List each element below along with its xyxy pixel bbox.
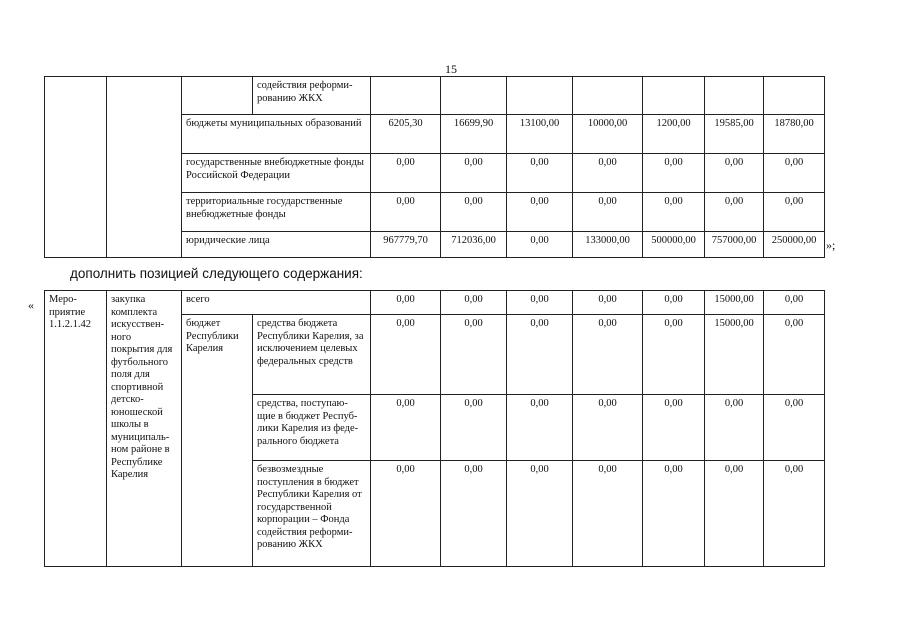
value-cell: 0,00 xyxy=(643,154,705,193)
value-cell: 10000,00 xyxy=(573,115,643,154)
value-cell: 0,00 xyxy=(764,315,825,395)
row-label: бюджеты муниципальных образований xyxy=(182,115,371,154)
value-cell: 0,00 xyxy=(764,193,825,232)
value-cell: 250000,00 xyxy=(764,232,825,258)
value-cell xyxy=(573,77,643,115)
value-cell: 0,00 xyxy=(507,291,573,315)
value-cell: 0,00 xyxy=(764,154,825,193)
value-cell: 0,00 xyxy=(643,193,705,232)
table-row xyxy=(45,77,825,115)
value-cell: 712036,00 xyxy=(441,232,507,258)
value-cell: 0,00 xyxy=(441,154,507,193)
value-cell: 0,00 xyxy=(643,395,705,461)
value-cell xyxy=(371,77,441,115)
value-cell: 0,00 xyxy=(643,461,705,567)
value-cell: 0,00 xyxy=(441,193,507,232)
value-cell: 133000,00 xyxy=(573,232,643,258)
measure-cell: Меро-приятие 1.1.2.1.42 xyxy=(45,291,107,567)
row-label: средства бюджета Республики Карелия, за исключением целевых федеральных средств xyxy=(253,315,371,395)
page-number: 15 xyxy=(445,62,457,76)
value-cell: 13100,00 xyxy=(507,115,573,154)
value-cell: 0,00 xyxy=(441,291,507,315)
value-cell: 0,00 xyxy=(441,315,507,395)
row-label: всего xyxy=(182,291,371,315)
row-label: содействия реформи-рованию ЖКХ xyxy=(253,77,371,115)
value-cell: 1200,00 xyxy=(643,115,705,154)
value-cell: 6205,30 xyxy=(371,115,441,154)
value-cell: 0,00 xyxy=(573,395,643,461)
value-cell: 18780,00 xyxy=(764,115,825,154)
description-cell: закупка комплекта искусствен-ного покрытия для футбольного поля для спортивной детско-юношеской школы в муниципаль-ном районе в Республике Карелия xyxy=(107,291,182,567)
new-position-table xyxy=(44,290,825,567)
value-cell: 0,00 xyxy=(441,395,507,461)
value-cell: 0,00 xyxy=(705,461,764,567)
value-cell: 0,00 xyxy=(371,154,441,193)
value-cell: 0,00 xyxy=(643,315,705,395)
value-cell: 967779,70 xyxy=(371,232,441,258)
value-cell xyxy=(643,77,705,115)
section-heading: дополнить позицией следующего содержания: xyxy=(70,266,363,281)
row-label: территориальные государственные внебюджетные фонды xyxy=(182,193,371,232)
value-cell: 0,00 xyxy=(441,461,507,567)
value-cell: 0,00 xyxy=(573,461,643,567)
value-cell: 0,00 xyxy=(371,291,441,315)
value-cell: 0,00 xyxy=(507,154,573,193)
top-table xyxy=(44,76,825,258)
value-cell: 500000,00 xyxy=(643,232,705,258)
value-cell: 0,00 xyxy=(764,395,825,461)
value-cell: 0,00 xyxy=(764,461,825,567)
value-cell: 0,00 xyxy=(507,193,573,232)
value-cell: 0,00 xyxy=(507,395,573,461)
value-cell xyxy=(705,77,764,115)
value-cell: 0,00 xyxy=(573,154,643,193)
value-cell: 0,00 xyxy=(705,154,764,193)
value-cell: 0,00 xyxy=(371,395,441,461)
budget-label: бюджет Республики Карелия xyxy=(182,315,253,567)
value-cell: 15000,00 xyxy=(705,315,764,395)
value-cell: 757000,00 xyxy=(705,232,764,258)
value-cell: 0,00 xyxy=(507,232,573,258)
row-label: государственные внебюджетные фонды Российской Федерации xyxy=(182,154,371,193)
empty-cell xyxy=(45,77,107,258)
value-cell: 0,00 xyxy=(643,291,705,315)
opening-quote: « xyxy=(28,298,34,312)
row-label: безвозмездные поступления в бюджет Республики Карелия от государственной корпорации – Фонда содействия реформи-рованию ЖКХ xyxy=(253,461,371,567)
value-cell: 16699,90 xyxy=(441,115,507,154)
value-cell: 0,00 xyxy=(371,315,441,395)
value-cell: 15000,00 xyxy=(705,291,764,315)
closing-quote: »; xyxy=(826,238,836,252)
value-cell: 0,00 xyxy=(507,315,573,395)
empty-cell xyxy=(107,77,182,258)
row-label: юридические лица xyxy=(182,232,371,258)
value-cell: 19585,00 xyxy=(705,115,764,154)
value-cell: 0,00 xyxy=(573,291,643,315)
value-cell: 0,00 xyxy=(573,193,643,232)
value-cell: 0,00 xyxy=(371,461,441,567)
value-cell: 0,00 xyxy=(507,461,573,567)
value-cell xyxy=(764,77,825,115)
value-cell: 0,00 xyxy=(705,193,764,232)
value-cell: 0,00 xyxy=(371,193,441,232)
value-cell: 0,00 xyxy=(705,395,764,461)
value-cell: 0,00 xyxy=(573,315,643,395)
value-cell xyxy=(507,77,573,115)
table-row xyxy=(45,291,825,315)
value-cell: 0,00 xyxy=(764,291,825,315)
row-label: средства, поступаю-щие в бюджет Респуб-лики Карелия из феде-рального бюджета xyxy=(253,395,371,461)
value-cell xyxy=(441,77,507,115)
empty-cell xyxy=(182,77,253,115)
